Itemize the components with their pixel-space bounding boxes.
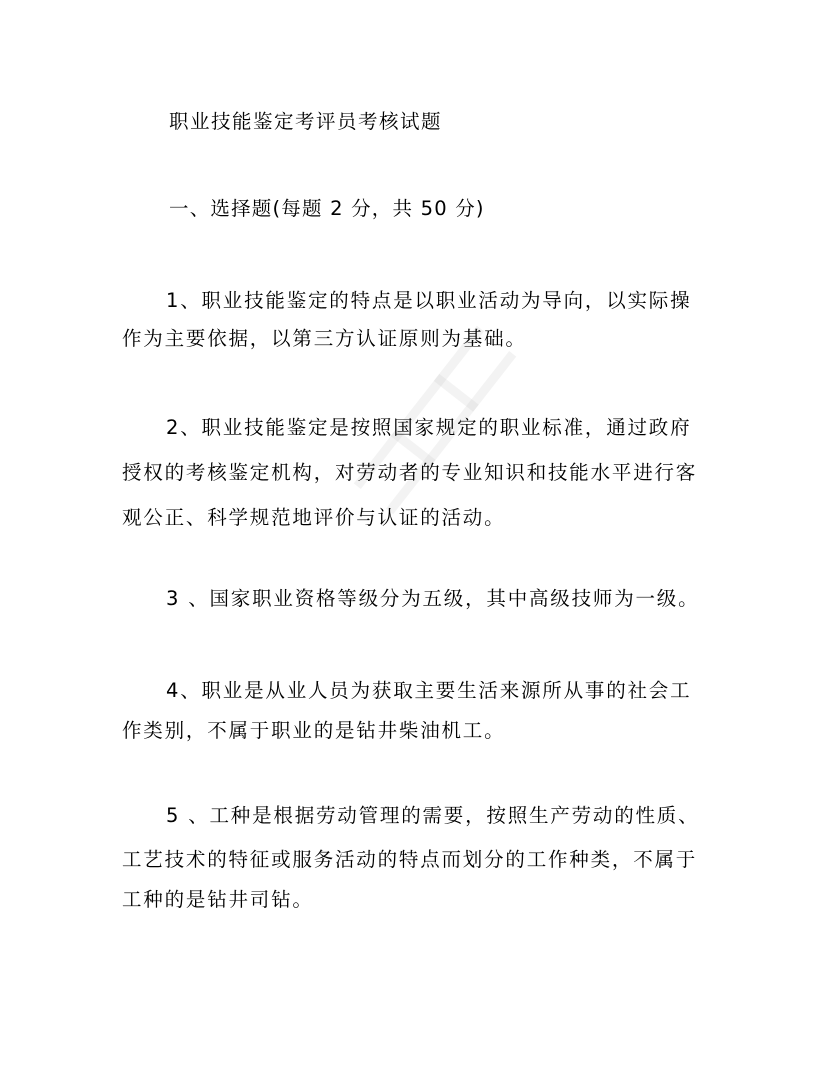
section-heading: 一、选择题(每题 2 分，共 50 分) [169,197,485,220]
question-2-line-1: 2、职业技能鉴定是按照国家规定的职业标准，通过政府 [166,416,692,439]
question-5-line-2: 工艺技术的特征或服务活动的特点而划分的工作种类，不属于 [122,848,698,871]
question-1-line-1: 1、职业技能鉴定的特点是以职业活动为导向，以实际操 [166,289,692,312]
question-3-line-1: 3 、国家职业资格等级分为五级，其中高级技师为一级。 [166,587,700,610]
document-title: 职业技能鉴定考评员考核试题 [169,110,443,133]
question-4-line-1: 4、职业是从业人员为获取主要生活来源所从事的社会工 [166,679,692,702]
question-2-line-2: 授权的考核鉴定机构，对劳动者的专业知识和技能水平进行客 [122,461,698,484]
question-1-line-2: 作为主要依据，以第三方认证原则为基础。 [122,327,527,350]
question-2-line-3: 观公正、科学规范地评价与认证的活动。 [122,506,506,529]
question-5-line-3: 工种的是钻井司钻。 [122,888,314,911]
question-5-line-1: 5 、工种是根据劳动管理的需要，按照生产劳动的性质、 [166,804,700,827]
question-4-line-2: 作类别，不属于职业的是钻井柴油机工。 [122,719,506,742]
